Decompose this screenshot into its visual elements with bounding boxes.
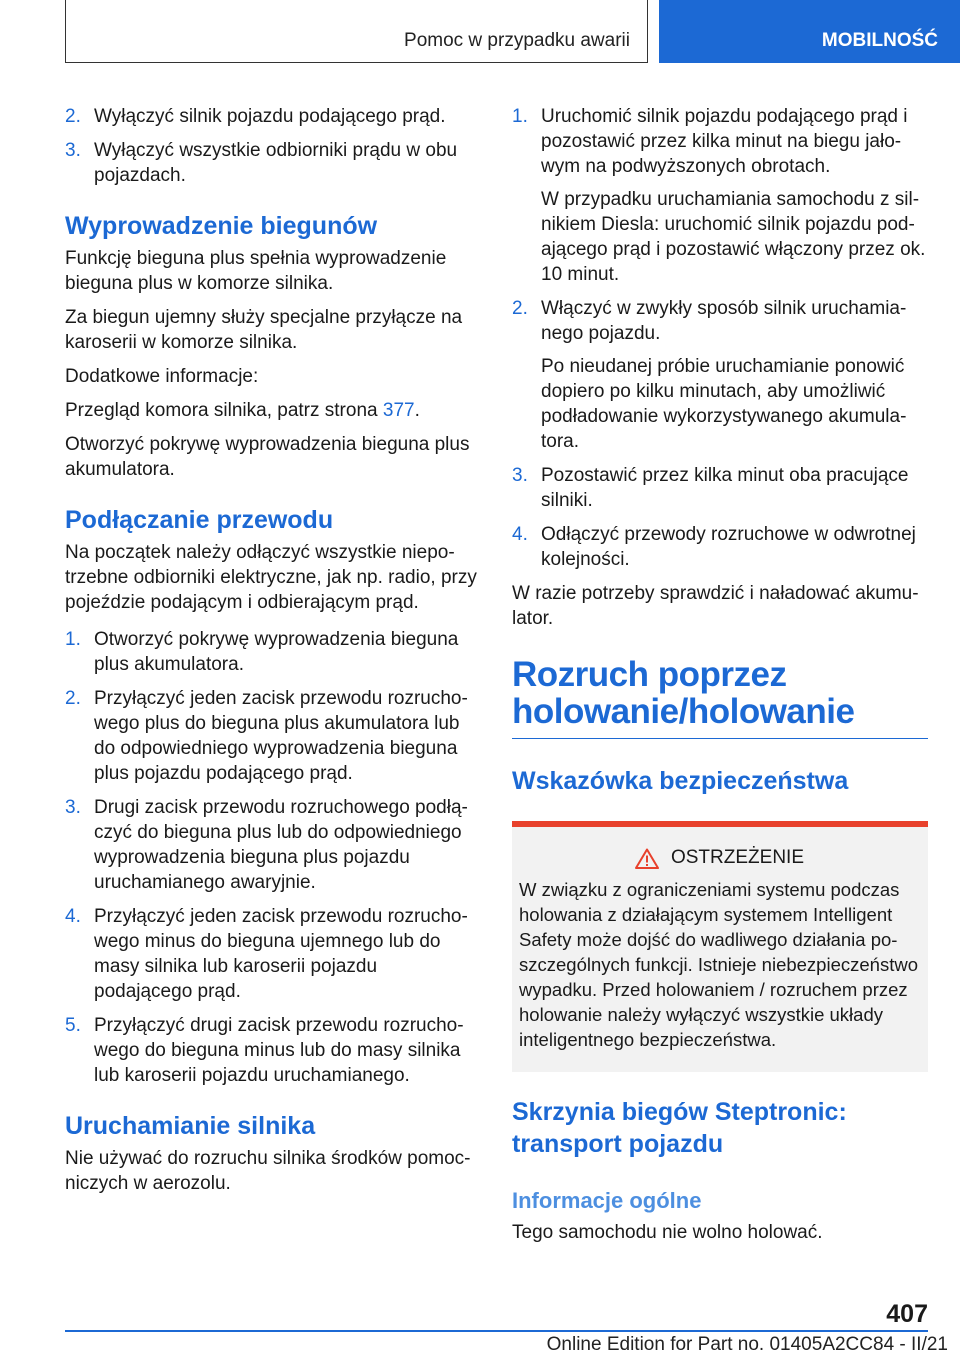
paragraph-text: .	[414, 400, 420, 421]
list-item	[512, 104, 928, 287]
header-chapter-tab	[659, 0, 960, 63]
list-item	[512, 522, 928, 572]
list-number: 2.	[512, 298, 528, 319]
list-text: Przyłączyć jeden zacisk przewodu rozruchowego plus do bieguna plus akumulatora lub do odpowiedniego wyprowadzenia bieguna plus pojazdu podającego prąd.	[94, 688, 468, 784]
paragraph: Funkcję bieguna plus spełnia wyprowadzenie bieguna plus w komorze silnika.	[65, 248, 447, 294]
list-item	[65, 627, 477, 677]
list-item	[65, 795, 477, 895]
heading-start: Uruchamianie silnika	[65, 1112, 316, 1140]
warning-text: W związku z ograniczeniami systemu podczas holowania z działającym systemem Intelligent Safety może dojść do wadliwego działania poszczególnych funkcji. Istnieje niebezpieczeństwo wypadku. Przed holowaniem / rozruchem przez holowanie należy wyłączyć wszystkie układy inteligentnego bezpieczeństwa.	[519, 879, 918, 1050]
list-item	[65, 138, 477, 188]
list-item	[512, 463, 928, 513]
list-number: 3.	[65, 140, 81, 161]
list-text: Pozostawić przez kilka minut oba pracujące silniki.	[541, 465, 909, 511]
steps-list-1	[65, 104, 477, 188]
warning-title: OSTRZEŻENIE	[670, 847, 804, 868]
list-item	[65, 904, 477, 1004]
footer-edition: Online Edition for Part no. 01405A2CC84 - II/21	[546, 1334, 948, 1355]
paragraph: Za biegun ujemny służy specjalne przyłącze na karoserii w komorze silnika.	[65, 307, 463, 353]
paragraph: Tego samochodu nie wolno holować.	[512, 1222, 823, 1243]
list-item	[65, 1013, 477, 1088]
paragraph-text: Przegląd komora silnika, patrz strona	[65, 400, 383, 421]
list-number: 2.	[65, 688, 81, 709]
list-item	[65, 104, 477, 129]
paragraph: Otworzyć pokrywę wyprowadzenia bieguna plus akumulatora.	[65, 434, 470, 480]
list-number: 1.	[512, 106, 528, 127]
list-text: Wyłączyć silnik pojazdu podającego prąd.	[94, 106, 446, 127]
list-text: Odłączyć przewody rozruchowe w odwrotnej kolejności.	[541, 524, 916, 570]
paragraph: Nie używać do rozruchu silnika środków pomocniczych w aerozolu.	[65, 1148, 471, 1194]
list-item	[512, 296, 928, 454]
list-text: Przyłączyć drugi zacisk przewodu rozruchowego do bieguna minus lub do masy silnika lub karoserii pojazdu uruchamianego.	[94, 1015, 464, 1086]
footer-divider	[65, 1330, 928, 1332]
paragraph: W razie potrzeby sprawdzić i naładować akumulator.	[512, 583, 919, 629]
list-number: 1.	[65, 629, 81, 650]
paragraph	[65, 398, 477, 423]
list-item	[65, 686, 477, 786]
list-number: 5.	[65, 1015, 81, 1036]
page-number: 407	[886, 1300, 928, 1328]
heading-general-info: Informacje ogólne	[512, 1188, 702, 1213]
steps-list-2	[65, 627, 477, 1088]
warning-box	[512, 821, 928, 1072]
header-section-title: Pomoc w przypadku awarii	[404, 30, 630, 51]
right-column	[512, 104, 928, 1254]
list-number: 3.	[512, 465, 528, 486]
paragraph: Na początek należy odłączyć wszystkie niepotrzebne odbiorniki elektryczne, jak np. radio, przy pojeździe podającym i odbierającym prąd.	[65, 542, 477, 613]
list-number: 3.	[65, 797, 81, 818]
paragraph: Dodatkowe informacje:	[65, 366, 259, 387]
page-link-377[interactable]: 377	[382, 400, 415, 421]
chapter-tab-label: MOBILNOŚĆ	[821, 30, 938, 51]
list-text: Włączyć w zwykły sposób silnik uruchamianego pojazdu.	[541, 298, 907, 344]
heading-towing: Rozruch poprzez holowanie/holowanie	[512, 656, 928, 739]
list-subtext: W przypadku uruchamiania samochodu z silnikiem Diesla: uruchomić silnik pojazdu podającego prąd i pozostawić włączony przez ok. 10 minut.	[541, 189, 926, 285]
list-text: Przyłączyć jeden zacisk przewodu rozruchowego minus do bieguna ujemnego lub do masy silnika lub karoserii pojazdu podającego prąd.	[94, 906, 468, 1002]
warning-header	[519, 847, 920, 869]
left-column	[65, 104, 477, 1205]
heading-connect: Podłączanie przewodu	[65, 506, 334, 534]
list-text: Wyłączyć wszystkie odbiorniki prądu w obu pojazdach.	[94, 140, 458, 186]
heading-poles: Wyprowadzenie biegunów	[65, 212, 378, 240]
list-number: 4.	[512, 524, 528, 545]
warning-triangle-icon	[635, 848, 659, 869]
list-number: 2.	[65, 106, 81, 127]
list-text: Uruchomić silnik pojazdu podającego prąd i pozostawić przez kilka minut na biegu jałowym na podwyższonych obrotach.	[541, 106, 908, 177]
list-text: Drugi zacisk przewodu rozruchowego podłączyć do bieguna plus lub do odpowiedniego wyprowadzenia bieguna plus pojazdu uruchamianego awaryjnie.	[94, 797, 468, 893]
list-text: Otworzyć pokrywę wyprowadzenia bieguna plus akumulatora.	[94, 629, 459, 675]
heading-steptronic: Skrzynia biegów Steptronic: transport pojazdu	[512, 1098, 847, 1158]
heading-safety-note: Wskazówka bezpieczeństwa	[512, 767, 849, 795]
steps-list-3	[512, 104, 928, 572]
list-subtext: Po nieudanej próbie uruchamianie ponowić dopiero po kilku minutach, aby umożliwić podładowanie wykorzystywanego akumulatora.	[541, 356, 907, 452]
list-number: 4.	[65, 906, 81, 927]
